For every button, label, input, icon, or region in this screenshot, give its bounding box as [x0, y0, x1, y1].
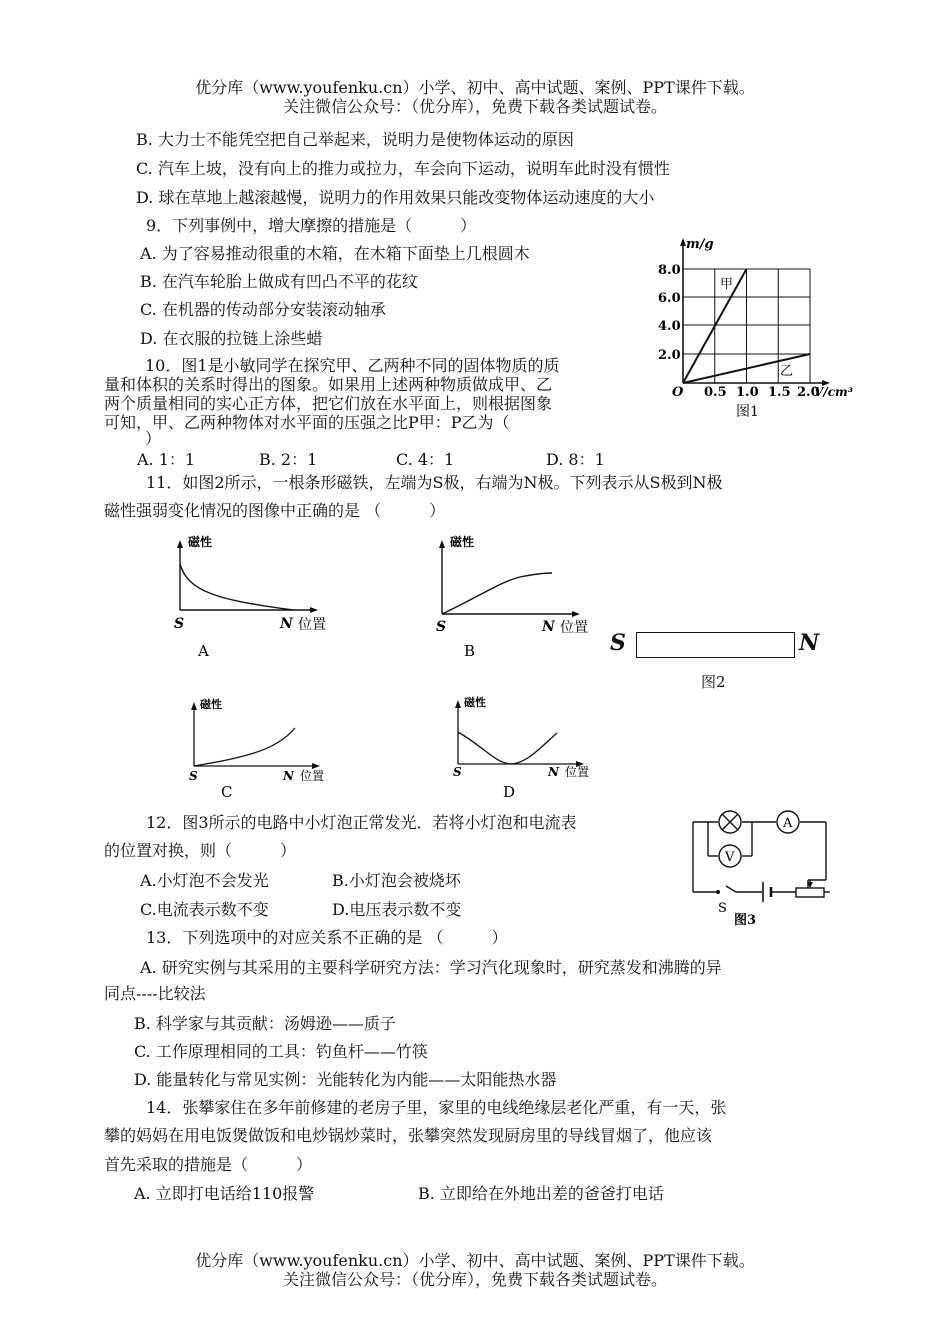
fig1-label-yi: 乙 [780, 364, 794, 379]
graph-d-label: D [503, 783, 516, 801]
q10-option-b: B. 2：1 [259, 450, 318, 469]
graph-b-xlabel: 位置 [560, 620, 588, 636]
graph-a-s: S [174, 616, 185, 632]
arrow-right-icon [310, 607, 318, 613]
figure-1-axes [683, 242, 826, 383]
fig1-xlabel: V/cm³ [814, 385, 853, 399]
graph-b-label: B [464, 642, 476, 660]
arrow-up-icon [191, 702, 197, 710]
arrow-right-icon [572, 611, 580, 617]
graph-a-ylabel: 磁性 [188, 535, 213, 549]
graph-a [168, 530, 348, 665]
q10-option-a: A. 1：1 [137, 450, 196, 469]
fig1-label-jia: 甲 [720, 277, 734, 292]
graph-b-ylabel: 磁性 [450, 535, 475, 549]
q9-stem: 9．下列事例中，增大摩擦的措施是（ ） [146, 216, 477, 235]
ammeter-label: A [783, 816, 793, 831]
header-line-1: 优分库（www.youfenku.cn）小学、初中、高中试题、案例、PPT课件下载。 [195, 78, 755, 97]
fig1-xtick-10: 1.0 [736, 385, 759, 400]
voltmeter-label: V [725, 850, 735, 865]
q10-stem-line-5: ） [145, 429, 162, 448]
bar-magnet [636, 632, 795, 658]
q13-option-d: D. 能量转化与常见实例：光能转化为内能——太阳能热水器 [134, 1070, 557, 1089]
arrow-up-icon [455, 700, 461, 708]
graph-b [430, 530, 610, 665]
graph-c-label: C [221, 783, 233, 801]
q10-stem-line-4: 可知，甲、乙两种物体对水平面的压强之比P甲：P乙为（ [104, 413, 510, 432]
q11-stem-line-1: 11．如图2所示，一根条形磁铁，左端为S极，右端为N极。下列表示从S极到N极 [146, 473, 723, 492]
switch-icon [716, 890, 720, 894]
fig1-ytick-2: 2.0 [658, 348, 681, 363]
magnet-n-label: N [799, 630, 820, 656]
graph-d [444, 692, 614, 802]
fig1-caption: 图1 [736, 404, 759, 420]
header-line-2: 关注微信公众号：（优分库），免费下载各类试题试卷。 [282, 97, 667, 116]
graph-d-ylabel: 磁性 [464, 696, 486, 709]
curve-b [442, 573, 552, 614]
graph-b-s: S [436, 619, 447, 635]
graph-d-s: S [453, 765, 462, 779]
q10-stem-line-3: 两个质量相同的实心正方体，把它们放在水平面上，则根据图象 [104, 394, 553, 413]
fig1-ylabel: m/g [686, 237, 714, 252]
fig1-origin: O [672, 385, 684, 400]
graph-d-n: N [548, 765, 559, 779]
battery-icon [763, 882, 771, 902]
q13-option-b: B. 科学家与其贡献：汤姆逊——质子 [134, 1014, 396, 1033]
q9-option-c: C. 在机器的传动部分安装滚动轴承 [140, 300, 386, 319]
q10-stem-line-1: 10．图1是小敏同学在探究甲、乙两种不同的固体物质的质 [145, 356, 560, 375]
fig1-xtick-15: 1.5 [768, 385, 791, 400]
curve-c [194, 728, 295, 766]
fig3-caption: 图3 [734, 913, 757, 928]
graph-c-s: S [189, 769, 198, 783]
q13-option-c: C. 工作原理相同的工具：钓鱼杆——竹筷 [134, 1042, 428, 1061]
graph-a-xlabel: 位置 [298, 617, 326, 633]
q12-stem-line-2: 的位置对换，则（ ） [104, 841, 297, 860]
q8-option-b: B. 大力士不能凭空把自己举起来，说明力是使物体运动的原因 [136, 130, 574, 149]
q10-option-d: D. 8：1 [546, 450, 605, 469]
q13-option-a-line-2: 同点----比较法 [104, 984, 206, 1003]
magnet-s-label: S [610, 630, 626, 656]
curve-a [180, 564, 293, 610]
footer-line-2: 关注微信公众号：（优分库），免费下载各类试题试卷。 [282, 1270, 667, 1289]
q13-stem: 13．下列选项中的对应关系不正确的是 （ ） [146, 928, 508, 947]
q14-stem-line-3: 首先采取的措施是（ ） [104, 1155, 313, 1174]
switch-label: S [718, 901, 727, 916]
q12-option-b: B.小灯泡会被烧坏 [332, 871, 461, 890]
fig1-ytick-8: 8.0 [658, 263, 681, 278]
graph-c-xlabel: 位置 [300, 769, 325, 783]
q9-option-d: D. 在衣服的拉链上涂些蜡 [140, 329, 323, 348]
q14-stem-line-1: 14．张攀家住在多年前修建的老房子里，家里的电线绝缘层老化严重，有一天，张 [146, 1098, 727, 1117]
q8-option-c: C. 汽车上坡，没有向上的推力或拉力，车会向下运动，说明车此时没有惯性 [136, 159, 670, 178]
q12-stem-line-1: 12．图3所示的电路中小灯泡正常发光．若将小灯泡和电流表 [146, 813, 577, 832]
fig2-caption: 图2 [701, 673, 726, 691]
q12-option-c: C.电流表示数不变 [140, 900, 269, 919]
q13-option-a-line-1: A. 研究实例与其采用的主要科学研究方法：学习汽化现象时，研究蒸发和沸腾的异 [140, 958, 722, 977]
fig1-xtick-05: 0.5 [704, 385, 727, 400]
curve-d [458, 732, 557, 764]
voltmeter-icon [719, 845, 741, 867]
arrow-up-icon [439, 540, 445, 548]
graph-b-n: N [542, 619, 555, 635]
q9-option-a: A. 为了容易推动很重的木箱，在木箱下面垫上几根圆木 [140, 244, 530, 263]
graph-c [180, 692, 350, 802]
q10-option-c: C. 4：1 [396, 450, 455, 469]
graph-a-n: N [280, 616, 293, 632]
q12-option-d: D.电压表示数不变 [332, 900, 462, 919]
q14-option-b: B. 立即给在外地出差的爸爸打电话 [418, 1184, 664, 1203]
fig1-xtick-20: 2.0 [797, 385, 820, 400]
graph-a-label: A [198, 642, 209, 660]
arrow-up-icon [177, 540, 183, 548]
fig1-ytick-4: 4.0 [658, 319, 681, 334]
q12-option-a: A.小灯泡不会发光 [140, 871, 269, 890]
q9-option-b: B. 在汽车轮胎上做成有凹凸不平的花纹 [140, 272, 418, 291]
lamp-icon [719, 811, 741, 833]
q10-stem-line-2: 量和体积的关系时得出的图象。如果用上述两种物质做成甲、乙 [104, 375, 553, 394]
fig1-ytick-6: 6.0 [658, 291, 681, 306]
ammeter-icon [777, 811, 799, 833]
graph-c-ylabel: 磁性 [200, 698, 222, 711]
q14-stem-line-2: 攀的妈妈在用电饭煲做饭和电炒锅炒菜时，张攀突然发现厨房里的导线冒烟了，他应该 [104, 1126, 713, 1145]
figure-1-mass-volume-graph [650, 228, 870, 428]
q14-option-a: A. 立即打电话给110报警 [134, 1184, 315, 1203]
graph-c-n: N [283, 769, 294, 783]
graph-d-xlabel: 位置 [565, 765, 590, 779]
q8-option-d: D. 球在草地上越滚越慢，说明力的作用效果只能改变物体运动速度的大小 [136, 188, 655, 207]
footer-line-1: 优分库（www.youfenku.cn）小学、初中、高中试题、案例、PPT课件下载。 [195, 1251, 755, 1270]
figure-3-circuit [688, 808, 838, 928]
q11-stem-line-2: 磁性强弱变化情况的图像中正确的是 （ ） [104, 501, 446, 520]
